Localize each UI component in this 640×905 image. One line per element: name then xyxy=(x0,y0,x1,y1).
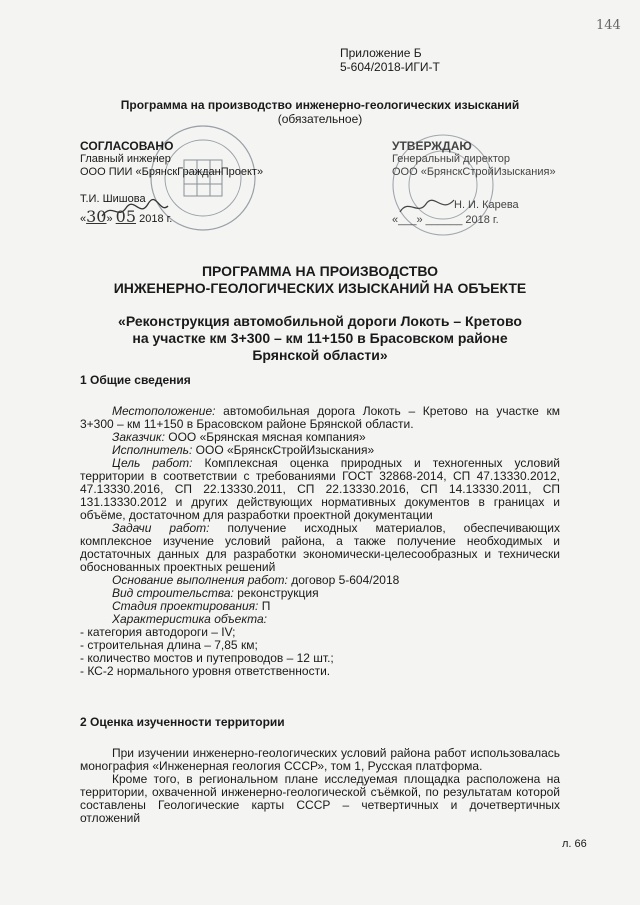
sheet-number: л. 66 xyxy=(562,838,587,850)
main-title xyxy=(0,263,640,297)
section1-body xyxy=(80,405,560,678)
tasks-text: получение исходных материалов, обеспечивающих комплексное изучение условий района, а также получение необходимых и достаточных данных для разработки экономически-целесообразных и технически обоснованных проектных решений xyxy=(80,521,560,574)
program-heading xyxy=(0,98,640,126)
list-item: - КС-2 нормального уровня ответственности. xyxy=(80,664,331,678)
section2-paragraph2: Кроме того, в региональном плане исследуемая площадка расположена на территории, охваченной инженерно-геологической съёмкой, по результатам которой составлены Геологические карты СССР – четвертичных и дочетвертичных отложений xyxy=(80,772,560,825)
approval-left-month: 05 xyxy=(115,207,137,226)
signature-right xyxy=(398,196,458,220)
approval-right-title: УТВЕРЖДАЮ xyxy=(392,139,472,153)
object-title-line2: на участке км 3+300 – км 11+150 в Брасовском районе xyxy=(132,330,508,346)
program-title: Программа на производство инженерно-геологических изысканий xyxy=(120,98,520,112)
appendix-label xyxy=(340,46,440,74)
approval-right-org: ООО «БрянскСтройИзыскания» xyxy=(392,166,556,178)
section1-heading: 1 Общие сведения xyxy=(80,373,191,387)
main-title-line2: ИНЖЕНЕРНО-ГЕОЛОГИЧЕСКИХ ИЗЫСКАНИЙ НА ОБЪЕКТЕ xyxy=(113,280,527,296)
main-title-line1: ПРОГРАММА НА ПРОИЗВОДСТВО xyxy=(201,263,439,279)
object-title-line3: Брянской области» xyxy=(252,347,388,363)
signature-left xyxy=(100,198,173,225)
approval-left-title: СОГЛАСОВАНО xyxy=(80,139,174,153)
object-title-line1: «Реконструкция автомобильной дороги Локоть – Кретово xyxy=(118,313,522,329)
construction-text: реконструкция xyxy=(233,586,319,600)
stage-text: П xyxy=(258,599,271,613)
appendix-code: 5-604/2018-ИГИ-Т xyxy=(340,60,440,74)
approval-left-org: ООО ПИИ «БрянскГражданПроект» xyxy=(80,166,264,178)
handwritten-page-number: 144 xyxy=(596,18,621,33)
list-item: - категория автодороги – IV; xyxy=(80,625,236,639)
goal-label: Цель работ: xyxy=(112,456,193,470)
approval-left-name: Т.И. Шишова xyxy=(80,193,146,205)
section2-heading: 2 Оценка изученности территории xyxy=(80,715,285,729)
section2-body xyxy=(80,747,560,825)
section2-paragraph1: При изучении инженерно-геологических условий района работ использовалась монография «Инженерная геология СССР», том 1, Русская платформа. xyxy=(80,746,560,773)
object-title xyxy=(0,313,640,364)
list-item: - строительная длина – 7,85 км; xyxy=(80,638,258,652)
approval-right-position: Генеральный директор xyxy=(392,153,510,165)
location-text: автомобильная дорога Локоть – Кретово на участке км 3+300 – км 11+150 в Брасовском районе Брянской области. xyxy=(80,404,560,431)
approval-left-position: Главный инженер xyxy=(80,153,171,165)
appendix-line1: Приложение Б xyxy=(340,46,422,60)
basis-text: договор 5-604/2018 xyxy=(287,573,400,587)
program-subtitle: (обязательное) xyxy=(277,112,363,126)
customer-label: Заказчик: xyxy=(112,430,165,444)
approval-right-name: Н. И. Карева xyxy=(454,199,519,211)
characteristics-label: Характеристика объекта: xyxy=(112,612,268,626)
executor-text: ООО «БрянскСтройИзыскания» xyxy=(192,443,375,457)
customer-text: ООО «Брянская мясная компания» xyxy=(164,430,366,444)
construction-label: Вид строительства: xyxy=(112,586,234,600)
approval-left-date-open: « xyxy=(80,213,87,225)
tasks-label: Задачи работ: xyxy=(112,521,210,535)
approval-left: СОГЛАСОВАНО Главный инженер ООО ПИИ «БрянскГражданПроект» Т.И. Шишова «30» 05 2018 г. xyxy=(80,139,264,226)
goal-text: Комплексная оценка природных и техногенных условий территории в соответствии с требованиями ГОСТ 32868-2014, СП 47.13330.2012, 47.13330.2016, СП 22.13330.2011, СП 22.13330.2016, СП 14.13330.2011, СП 131.13330.2012 и других действующих нормативных документов в границах и объёме, достаточном для разработки проектной документации xyxy=(80,456,560,522)
executor-label: Исполнитель: xyxy=(112,443,193,457)
approval-right-date: «___» ______ 2018 г. xyxy=(392,214,499,226)
approval-left-year: 2018 г. xyxy=(139,213,173,225)
basis-label: Основание выполнения работ: xyxy=(112,573,288,587)
stage-label: Стадия проектирования: xyxy=(112,599,259,613)
list-item: - количество мостов и путепроводов – 12 шт.; xyxy=(80,651,334,665)
location-label: Местоположение: xyxy=(112,404,216,418)
approval-left-day: 30 xyxy=(86,207,107,226)
